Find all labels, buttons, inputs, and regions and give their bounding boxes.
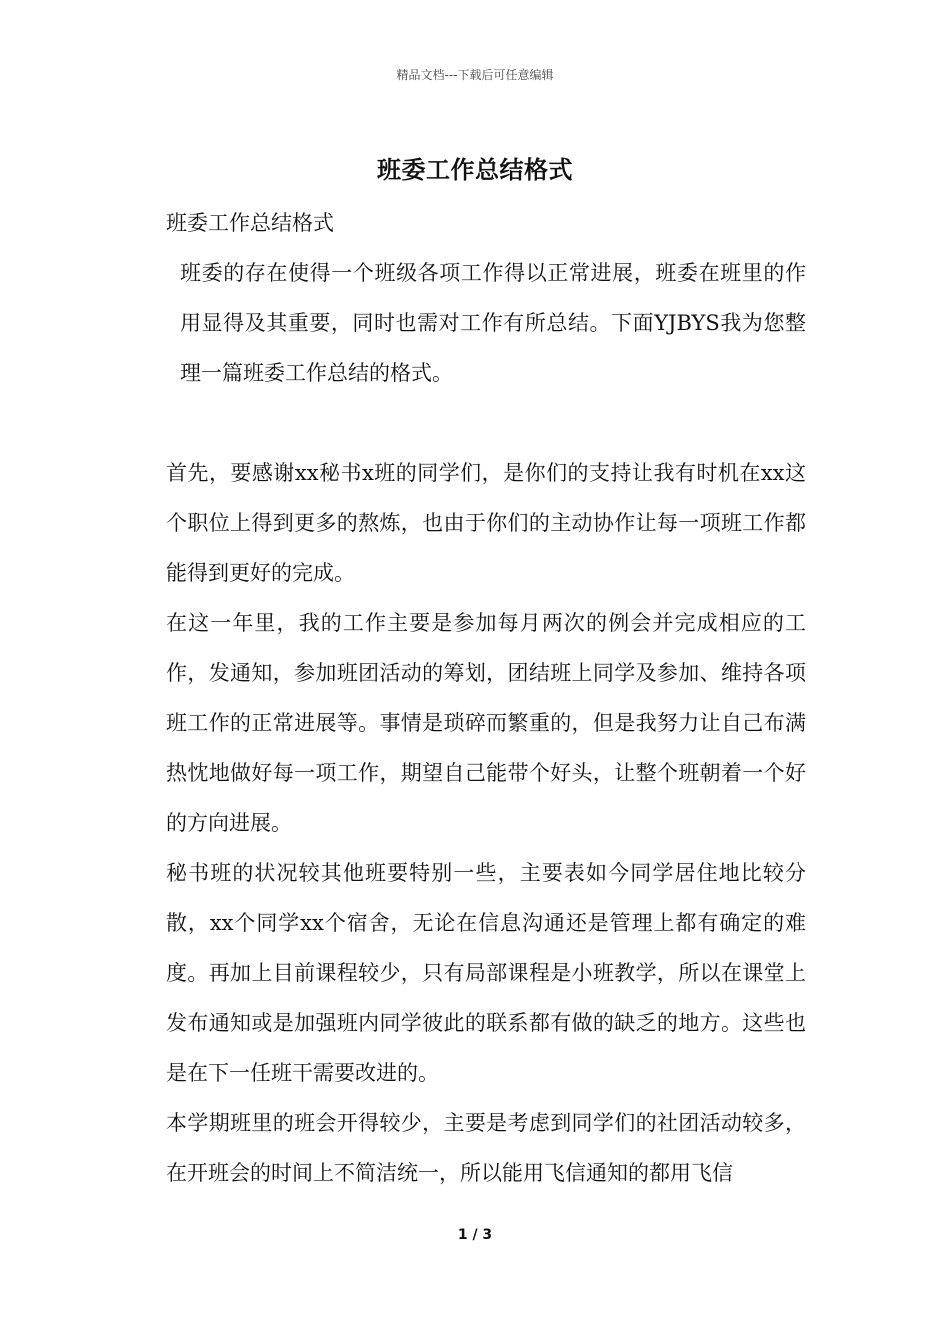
page-number: 1 / 3 — [457, 1227, 493, 1243]
paragraph-spacer — [146, 398, 806, 448]
paragraph-class-meetings: 本学期班里的班会开得较少，主要是考虑到同学们的社团活动较多，在开班会的时间上不简洁统一，所以能用飞信通知的都用飞信 — [166, 1111, 806, 1185]
document-subtitle: 班委工作总结格式 — [166, 211, 334, 235]
document-title: 班委工作总结格式 — [377, 155, 573, 184]
document-body — [146, 198, 806, 1198]
page-header: 精品文档---下载后可任意编辑 — [396, 68, 554, 82]
paragraph-class-situation: 秘书班的状况较其他班要特别一些，主要表如今同学居住地比较分散，xx个同学xx个宿舍，无论在信息沟通还是管理上都有确定的难度。再加上目前课程较少，只有局部课程是小班教学，所以在课堂上发布通知或是加强班内同学彼此的联系都有做的缺乏的地方。这些也是在下一任班干需要改进的。 — [166, 861, 806, 1085]
paragraph-thanks: 首先，要感谢xx秘书x班的同学们，是你们的支持让我有时机在xx这个职位上得到更多的熬炼，也由于你们的主动协作让每一项班工作都能得到更好的完成。 — [166, 461, 806, 585]
paragraph-intro: 班委的存在使得一个班级各项工作得以正常进展，班委在班里的作用显得及其重要，同时也需对工作有所总结。下面YJBYS我为您整理一篇班委工作总结的格式。 — [180, 261, 806, 385]
paragraph-work-summary: 在这一年里，我的工作主要是参加每月两次的例会并完成相应的工作，发通知，参加班团活动的筹划，团结班上同学及参加、维持各项班工作的正常进展等。事情是琐碎而繁重的，但是我努力让自己布满热忱地做好每一项工作，期望自己能带个好头，让整个班朝着一个好的方向进展。 — [166, 611, 806, 835]
